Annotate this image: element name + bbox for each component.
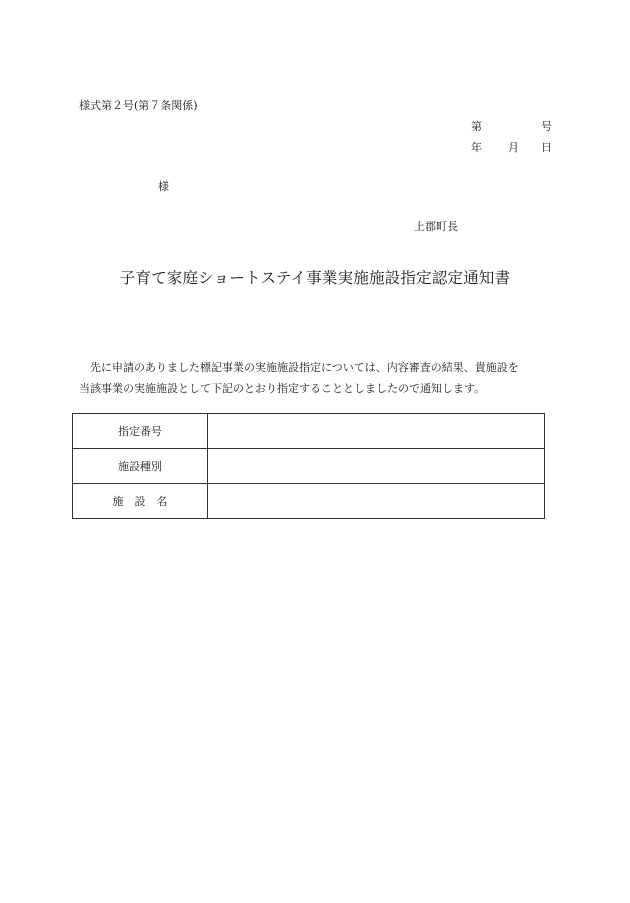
- table-row: [73, 414, 545, 449]
- facility-name-label: 施 設 名: [73, 484, 208, 519]
- form-number: 様式第２号(第７条関係): [79, 99, 198, 112]
- facility-table: [72, 413, 545, 519]
- document-number-suffix: 号: [541, 120, 552, 133]
- date-day-label: 日: [541, 141, 552, 154]
- body-line-2: 当該事業の実施施設として下記のとおり指定することとしましたので通知します。: [79, 382, 486, 395]
- facility-name-value: [208, 484, 545, 519]
- designation-number-label: 指定番号: [73, 414, 208, 449]
- body-text: [79, 357, 554, 399]
- table-row: [73, 449, 545, 484]
- document-number-prefix: 第: [471, 120, 482, 133]
- issuer: 上郡町長: [414, 220, 458, 233]
- facility-type-label: 施設種別: [73, 449, 208, 484]
- table-row: [73, 484, 545, 519]
- date-month-label: 月: [508, 141, 519, 154]
- date-year-label: 年: [471, 141, 482, 154]
- document-title: 子育て家庭ショートステイ事業実施施設指定認定通知書: [119, 269, 511, 287]
- addressee-suffix: 様: [158, 180, 169, 193]
- designation-number-value: [208, 414, 545, 449]
- facility-type-value: [208, 449, 545, 484]
- body-line-1: 先に申請のありました標記事業の実施施設指定については、内容審査の結果、貴施設を: [90, 361, 519, 374]
